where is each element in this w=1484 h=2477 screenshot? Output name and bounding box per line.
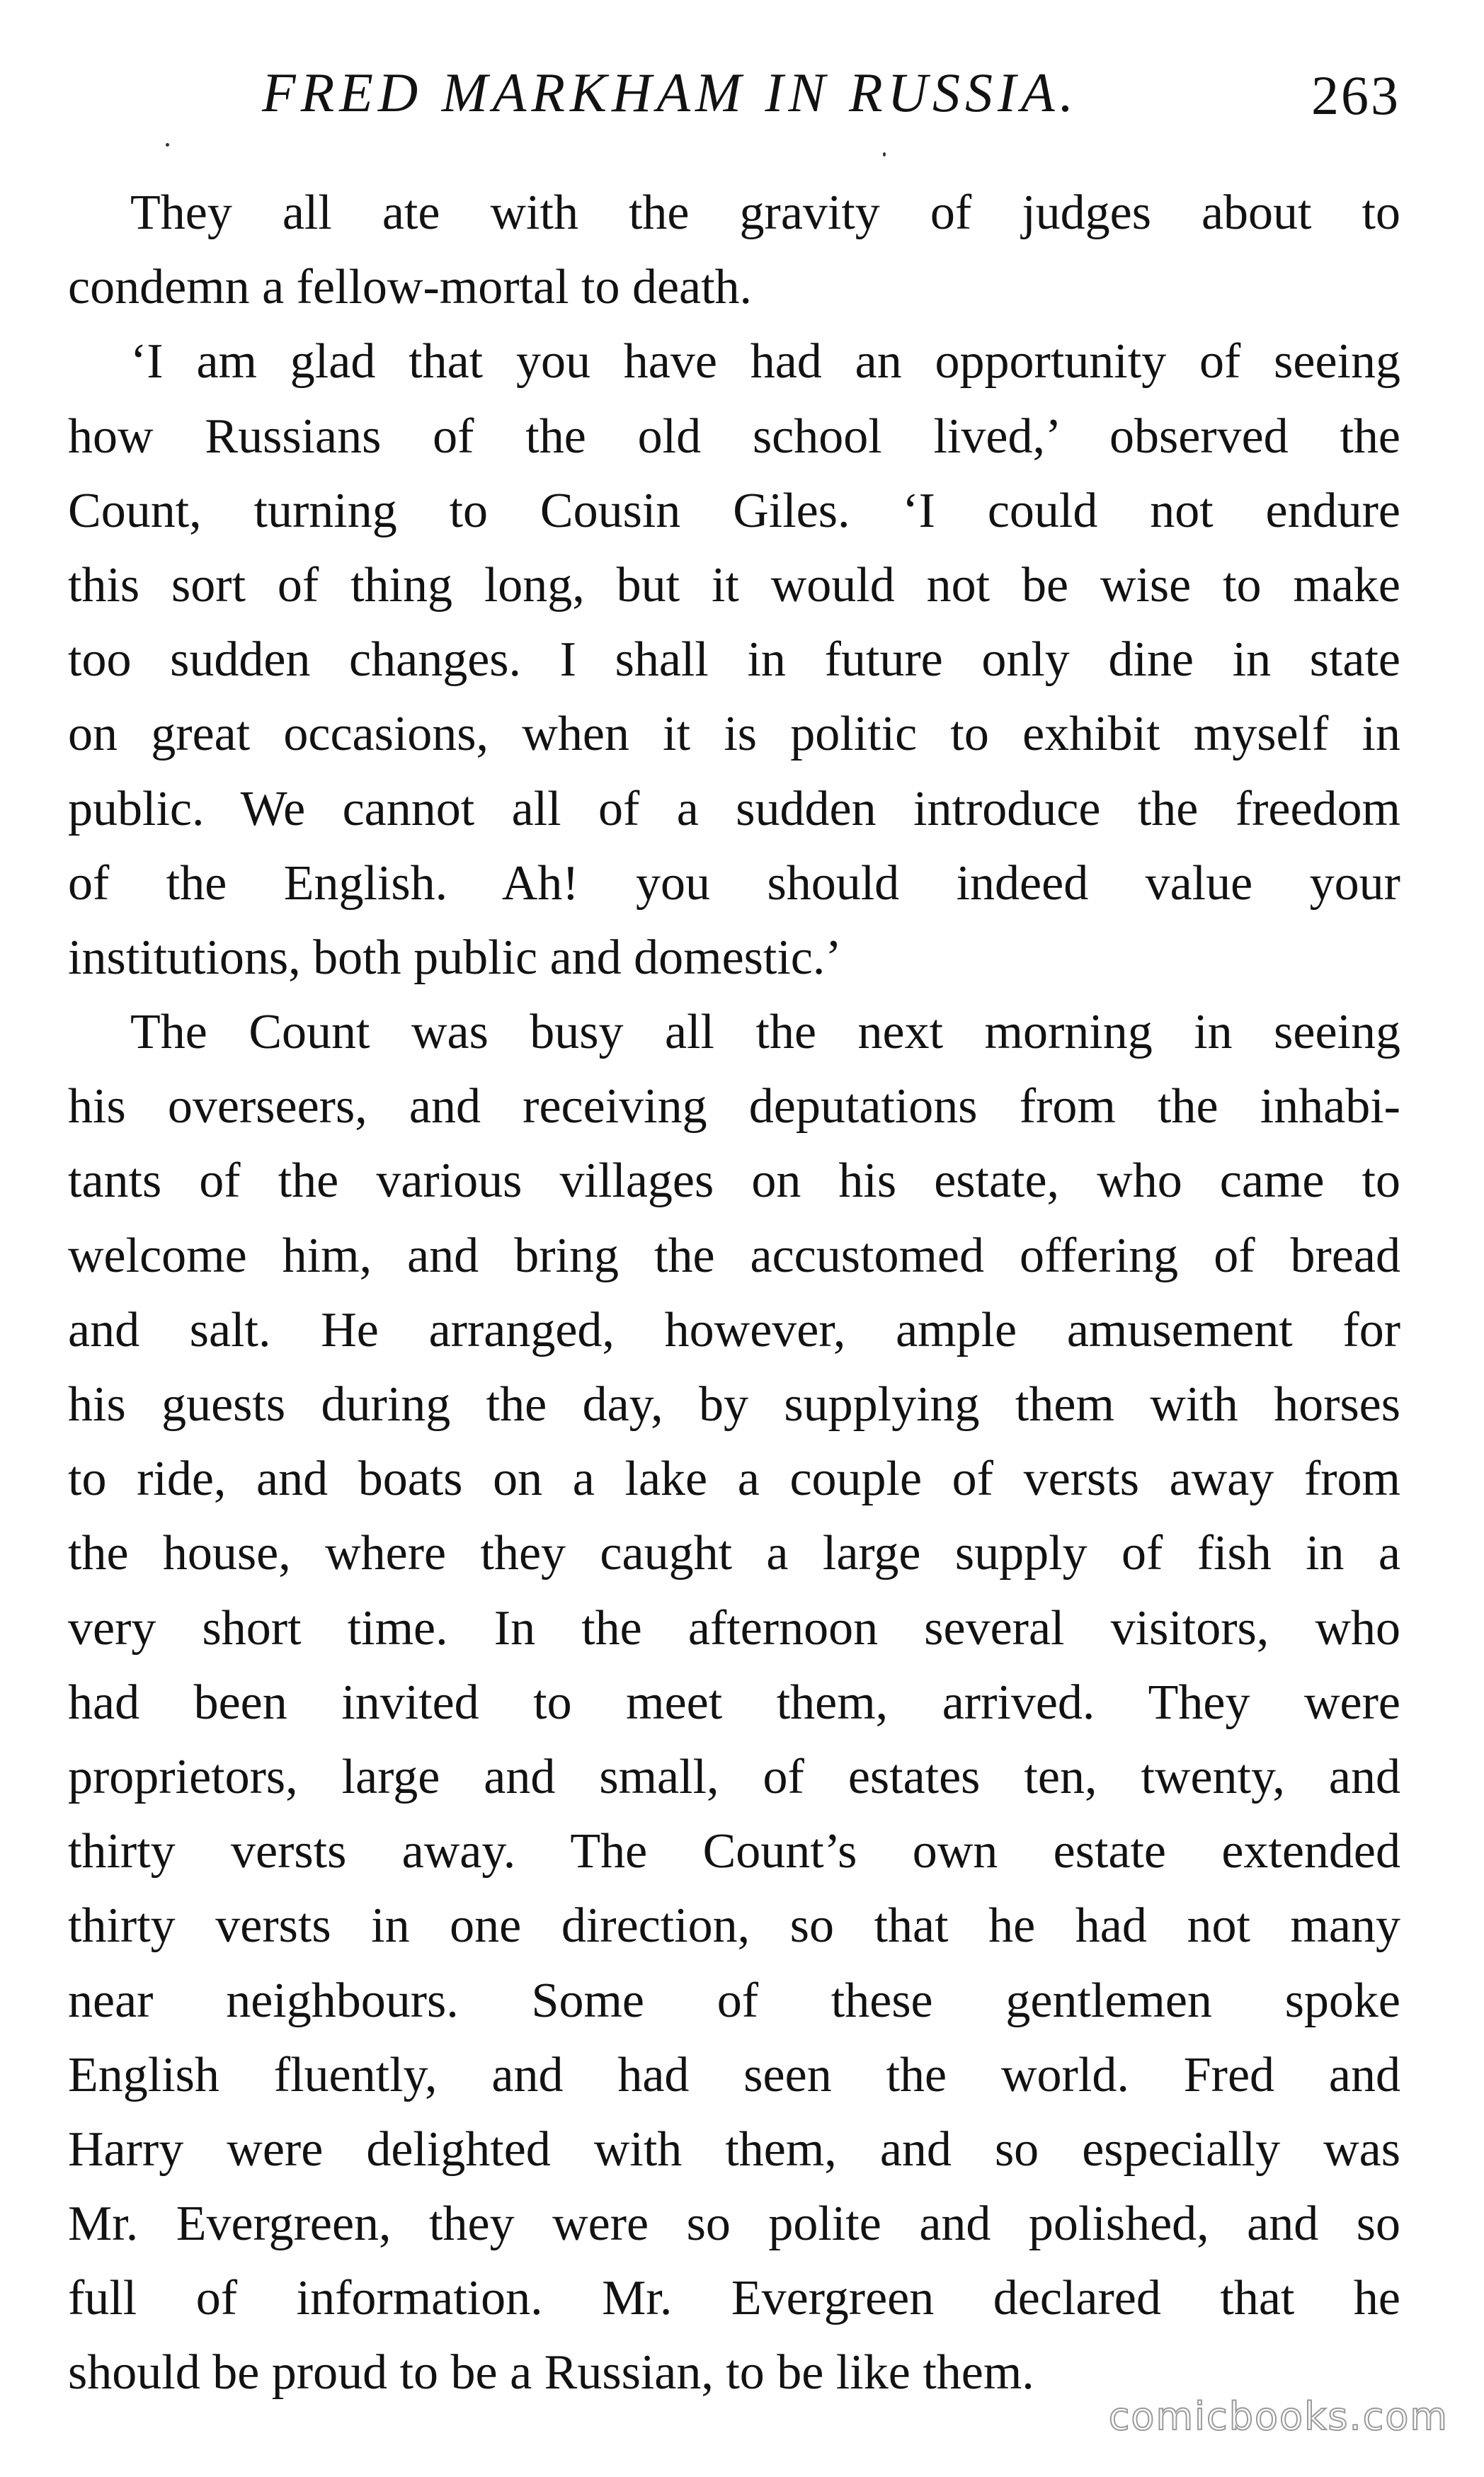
text-line: had been invited to meet them, arrived. They were xyxy=(68,1675,1400,1730)
text-line: of the English. Ah! you should indeed value your xyxy=(68,855,1400,911)
text-line: ‘I am glad that you have had an opportunity of seeing xyxy=(130,334,1400,389)
text-line: Harry were delighted with them, and so especially was xyxy=(68,2122,1400,2177)
text-line: full of information. Mr. Evergreen declared that he xyxy=(68,2271,1400,2326)
text-line: the house, where they caught a large supply of fish in a xyxy=(68,1526,1400,1581)
text-line: Count, turning to Cousin Giles. ‘I could not endure xyxy=(68,483,1400,538)
text-line: welcome him, and bring the accustomed offering of bread xyxy=(68,1228,1400,1283)
print-speck xyxy=(883,152,886,156)
text-line: his guests during the day, by supplying them with horses xyxy=(68,1377,1400,1432)
text-line: The Count was busy all the next morning in seeing xyxy=(130,1005,1400,1060)
text-line: too sudden changes. I shall in future only dine in state xyxy=(68,632,1400,688)
text-line: tants of the various villages on his estate, who came to xyxy=(68,1154,1400,1209)
text-line: institutions, both public and domestic.’ xyxy=(68,930,842,985)
text-line: how Russians of the old school lived,’ observed the xyxy=(68,409,1400,464)
text-line: condemn a fellow-mortal to death. xyxy=(68,260,753,315)
body-text xyxy=(68,176,1400,2410)
text-line: near neighbours. Some of these gentlemen spoke xyxy=(68,1973,1400,2028)
text-line: Mr. Evergreen, they were so polite and polished, and so xyxy=(68,2197,1400,2252)
text-line: They all ate with the gravity of judges about to xyxy=(130,186,1400,240)
text-line: his overseers, and receiving deputations from the inhabi- xyxy=(68,1079,1400,1134)
text-line: this sort of thing long, but it would not be wise to make xyxy=(68,557,1400,613)
text-line: thirty versts in one direction, so that he had not many xyxy=(68,1898,1400,1954)
text-line: should be proud to be a Russian, to be like them. xyxy=(68,2345,1034,2401)
text-line: to ride, and boats on a lake a couple of versts away from xyxy=(68,1452,1400,1507)
text-line: proprietors, large and small, of estates ten, twenty, and xyxy=(68,1749,1400,1804)
watermark: comicbooks.com xyxy=(1108,2394,1449,2439)
page-number: 263 xyxy=(1311,64,1400,126)
running-title: FRED MARKHAM IN RUSSIA. xyxy=(262,62,1079,123)
text-line: and salt. He arranged, however, ample amusement for xyxy=(68,1302,1400,1357)
text-line: public. We cannot all of a sudden introduce the freedom xyxy=(68,781,1400,836)
print-speck xyxy=(166,143,169,147)
text-line: thirty versts away. The Count’s own estate extended xyxy=(68,1824,1400,1879)
text-line: on great occasions, when it is politic to exhibit myself in xyxy=(68,707,1400,762)
text-line: English fluently, and had seen the world. Fred and xyxy=(68,2047,1400,2102)
text-line: very short time. In the afternoon several visitors, who xyxy=(68,1600,1400,1656)
